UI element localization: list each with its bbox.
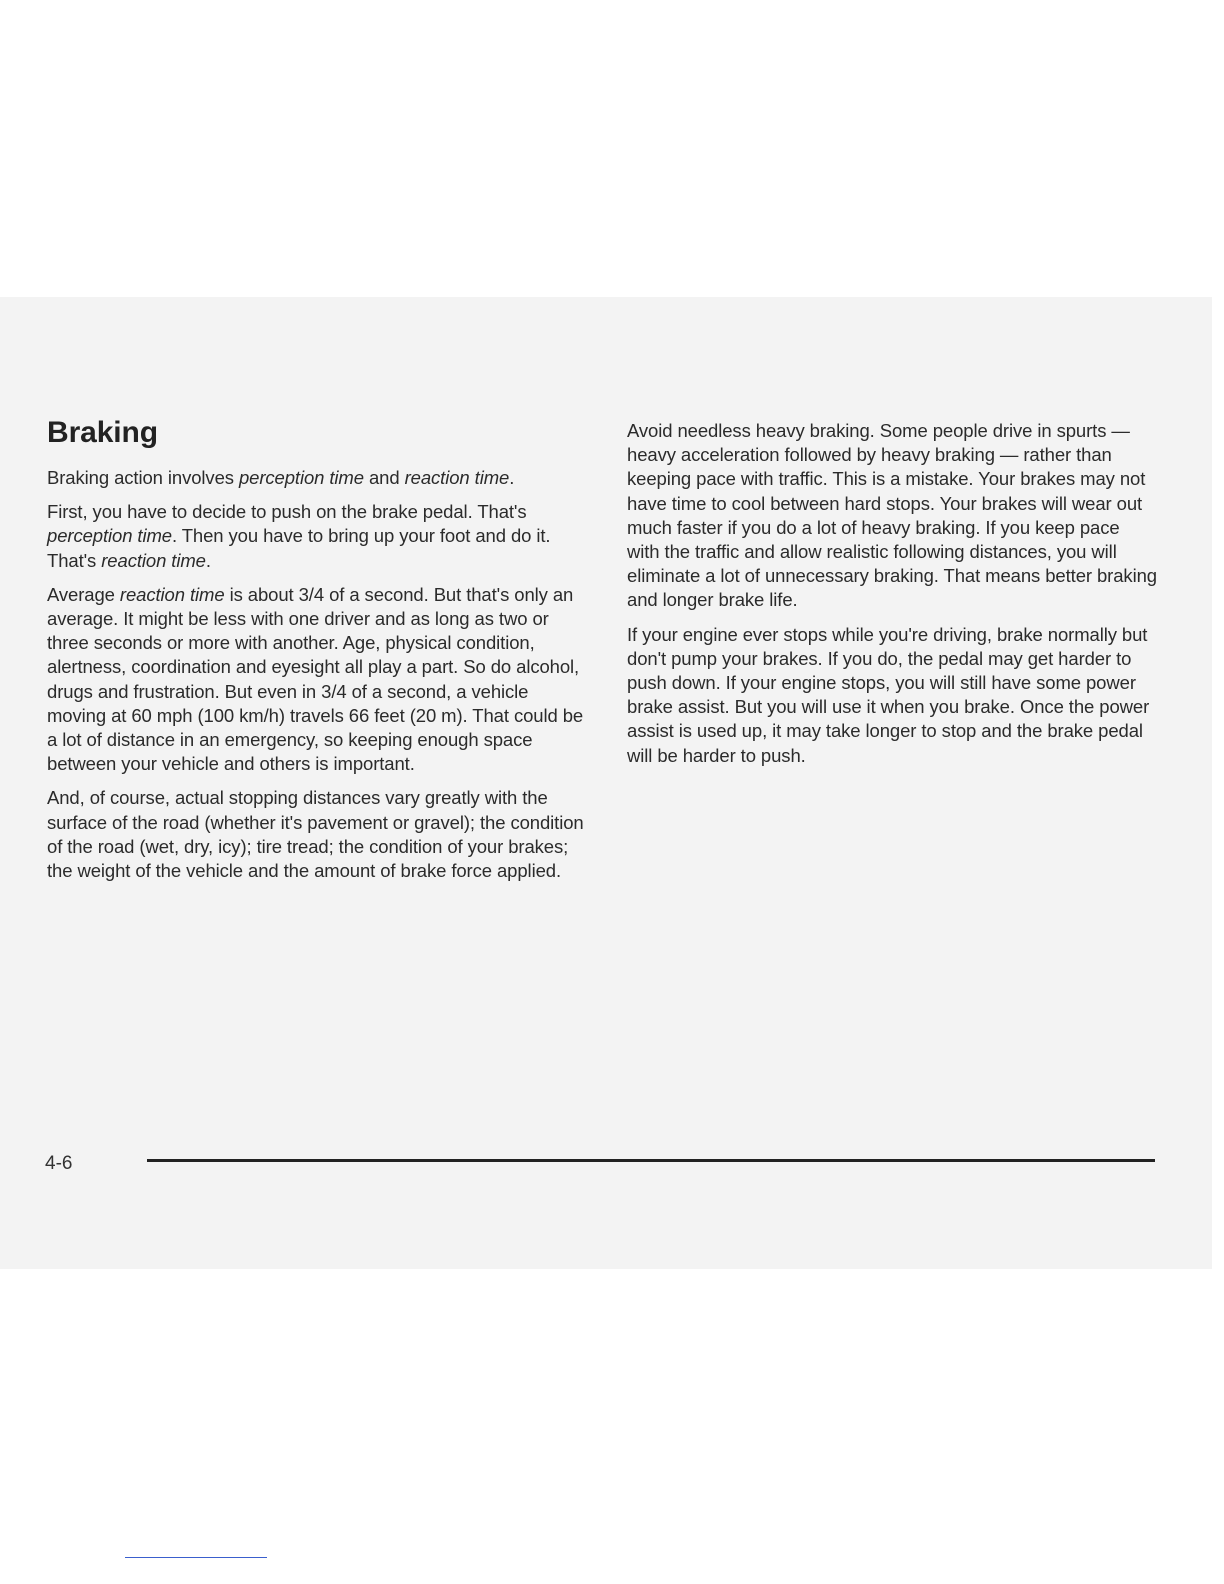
paragraph-avoid-heavy-braking: Avoid needless heavy braking. Some people drive in spurts — heavy acceleration followed by heavy braking — rather than keeping pace with traffic. This is a mistake. Your brakes may not have time to cool between hard stops. Your brakes will wear out much faster if you do a lot of heavy braking. If you keep pace with the traffic and allow realistic following distances, you will eliminate a lot of unnecessary braking. That means better braking and longer brake life. [627, 420, 1157, 611]
paragraph-braking-action [47, 466, 592, 490]
text-run: . [509, 467, 515, 488]
term-reaction-time: reaction time [101, 549, 206, 571]
text-run: . Then you have to bring up your foot and do it. That's [47, 525, 551, 571]
text-run: is about 3/4 of a second. But that's only an average. It might be less with one driver and as long as two or three seconds or more with another. Age, physical condition, alertness, coordination and eyesight all play a part. So do alcohol, drugs and frustration. But even in 3/4 of a second, a vehicle moving at 60 mph (100 km/h) travels 66 feet (20 m). That could be a lot of distance in an emergency, so keeping enough space between your vehicle and others is important. [47, 583, 584, 775]
right-column [627, 419, 1157, 778]
left-column [47, 414, 592, 893]
text-run: and [363, 467, 405, 488]
text-run: . [205, 549, 211, 571]
term-reaction-time: reaction time [404, 467, 510, 488]
text-run: Average [47, 583, 120, 605]
paragraph-engine-stops: If your engine ever stops while you're driving, brake normally but don't pump your brakes. If you do, the pedal may get harder to push down. If your engine stops, you will still have some power brake assist. But you will use it when you brake. Once the power assist is used up, it may take longer to stop and the brake pedal will be harder to push. [627, 623, 1150, 766]
paragraph-stopping-distances: And, of course, actual stopping distances vary greatly with the surface of the road (whether it's pavement or gravel); the condition of the road (wet, dry, icy); tire tread; the condition of your brakes; the weight of the vehicle and the amount of brake force applied. [47, 787, 584, 882]
term-perception-time: perception time [47, 525, 172, 547]
term-perception-time: perception time [238, 467, 364, 488]
text-run: Braking action involves [47, 467, 239, 488]
text-run: First, you have to decide to push on the brake pedal. That's [47, 501, 527, 523]
paragraph-average-reaction-time [47, 583, 592, 777]
page-number: 4-6 [45, 1153, 73, 1174]
bottom-link-underline [125, 1557, 267, 1558]
paragraph-perception-reaction [47, 500, 592, 573]
term-reaction-time: reaction time [119, 583, 225, 605]
footer-rule [147, 1159, 1155, 1162]
section-title: Braking [47, 416, 158, 449]
